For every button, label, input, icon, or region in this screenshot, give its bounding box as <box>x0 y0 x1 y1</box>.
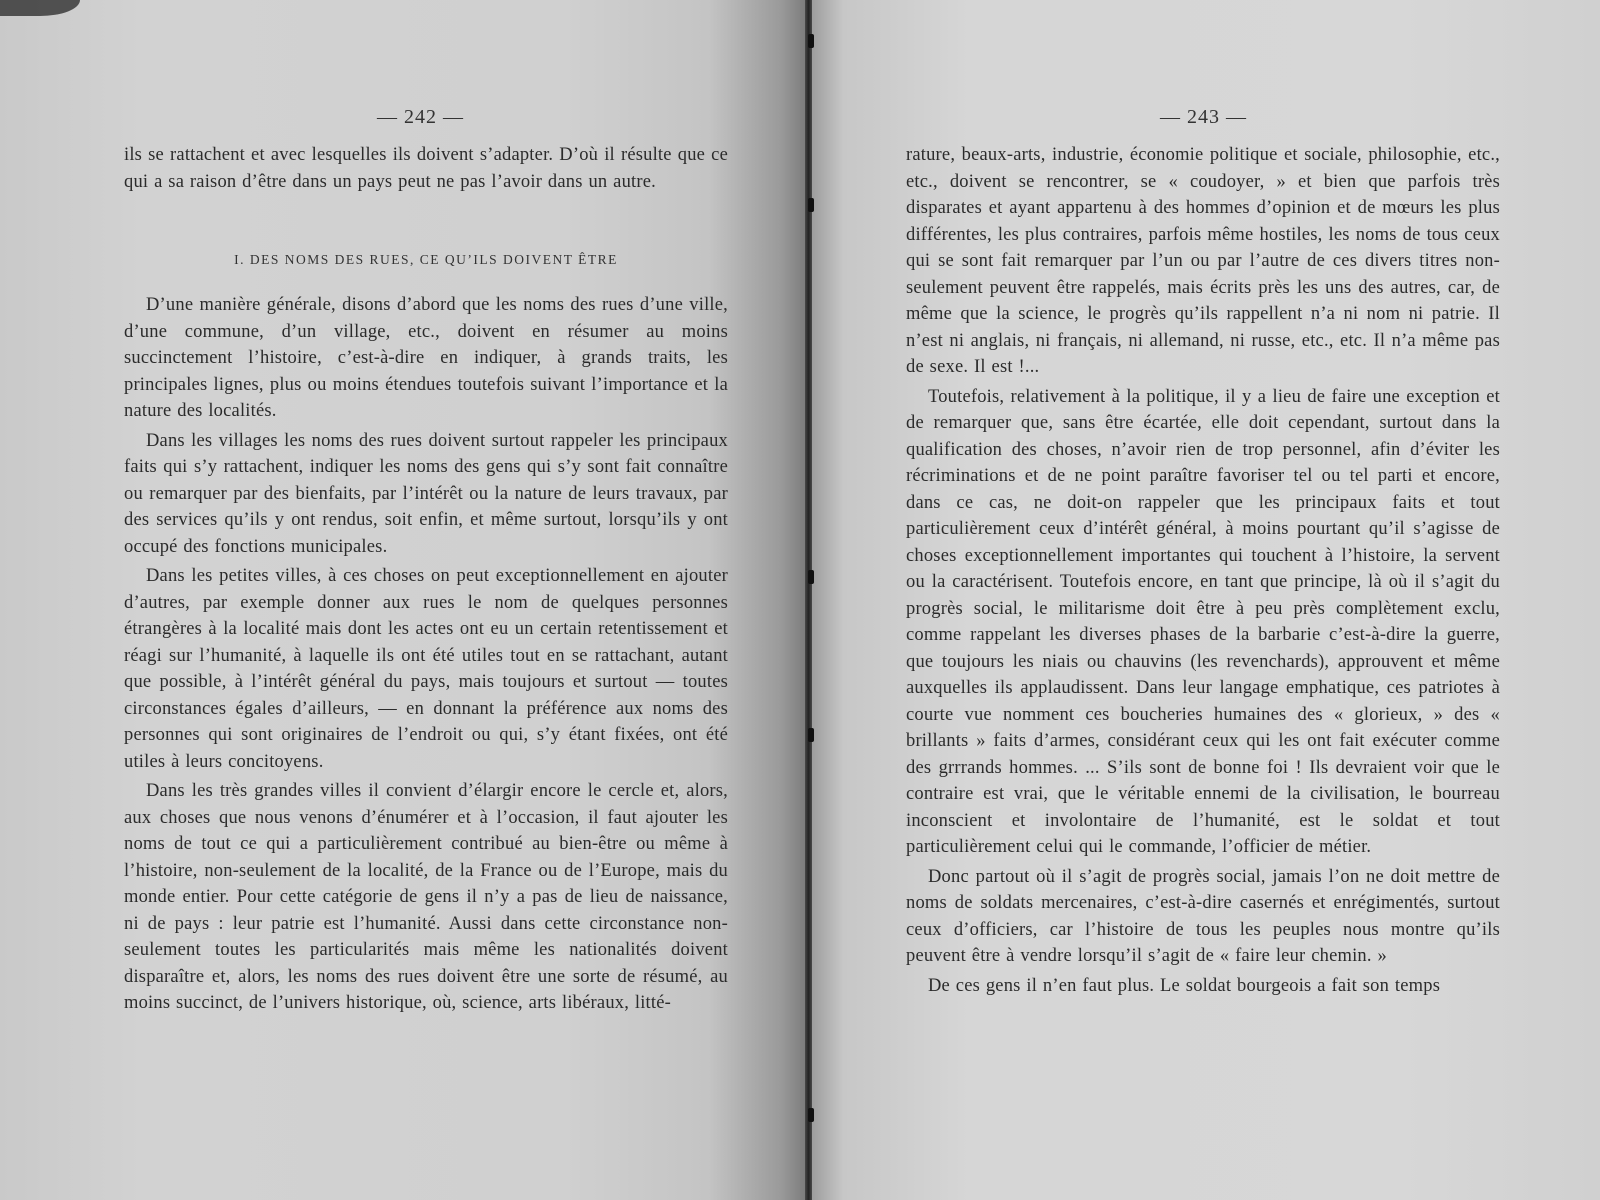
page-number-left: — 242 — <box>377 106 464 128</box>
binding-stitch <box>808 34 814 48</box>
paragraph: Dans les petites villes, à ces choses on peut exceptionnellement en ajouter d’autres, par exemple donner aux rues le nom de quelques personnes étrangères à la localité mais dont les actes ont eu un certain retentissement et réagi sur l’humanité, à laquelle ils ont été utiles tout en se rattachant, autant que possible, à l’intérêt général du pays, mais toujours et surtout — toutes circonstances égales d’ailleurs, — en donnant la préférence aux noms des personnes qui sont originaires de l’endroit ou qui, s’y étant fixées, ont été utiles à leurs concitoyens. <box>124 566 728 772</box>
page-number-right: — 243 — <box>1160 106 1247 128</box>
left-opening-text <box>124 142 728 195</box>
paragraph: Dans les villages les noms des rues doivent surtout rappeler les principaux faits qui s’y rattachent, indiquer les noms des gens qui s’y sont fait connaître ou remarquer par des bienfaits, par l’intérêt ou la nature de leurs travaux, par des services qu’ils y ont rendus, soit enfin, et même surtout, lorsqu’ils y ont occupé des fonctions municipales. <box>124 430 728 557</box>
binding-stitch <box>808 1108 814 1122</box>
right-body-text <box>906 142 1500 999</box>
binding-stitch <box>808 198 814 212</box>
binding-stitch <box>808 570 814 584</box>
section-title: I. DES NOMS DES RUES, CE QU’ILS DOIVENT ÊTRE <box>234 252 618 267</box>
paragraph: Donc partout où il s’agit de progrès social, jamais l’on ne doit mettre de noms de soldats mercenaires, c’est-à-dire casernés et enrégimentés, surtout ceux d’officiers, car l’histoire de tous les peuples nous montre qu’ils peuvent être à vendre lorsqu’il s’agit de « faire leur chemin. » <box>906 866 1500 966</box>
paragraph: De ces gens il n’en faut plus. Le soldat bourgeois a fait son temps <box>928 975 1441 996</box>
paragraph: Dans les très grandes villes il convient d’élargir encore le cercle et, alors, aux choses que nous venons d’énumérer et à l’occasion, il faut ajouter les noms de tout ce qui a particulièrement contribué au bien-être ou même à l’histoire, non-seulement de la localité, de la France ou de l’Europe, mais du monde entier. Pour cette catégorie de gens il n’y a pas de lieu de naissance, ni de pays : leur patrie est l’humanité. Aussi dans cette circonstance non-seulement toutes les particularités mais même les nationalités doivent disparaître et, alors, les noms des rues doivent être une sorte de résumé, au moins succinct, de l’univers historique, où, science, arts libéraux, litté- <box>124 781 728 1013</box>
paragraph: ils se rattachent et avec lesquelles ils doivent s’adapter. D’où il résulte que ce qui a sa raison d’être dans un pays peut ne pas l’avoir dans un autre. <box>124 145 728 192</box>
paragraph: D’une manière générale, disons d’abord que les noms des rues d’une ville, d’une commune, d’un village, etc., doivent en résumer au moins succinctement l’histoire, c’est-à-dire en indiquer, à grands traits, les principales lignes, plus ou moins étendues toutefois suivant l’importance et la nature des localités. <box>124 295 728 421</box>
paragraph: rature, beaux-arts, industrie, économie politique et sociale, philosophie, etc., etc., doivent se rencontrer, se « coudoyer, » et bien que parfois très disparates et ayant appartenu à des hommes d’opinion et de mœurs les plus différentes, les plus contraires, parfois même hostiles, les noms de tous ceux qui se sont fait remarquer par l’un ou par l’autre de ces divers titres non-seulement peuvent être rappelés, mais écrits près les uns des autres, car, de même que la science, le progrès qu’ils rappellent n’a ni nom ni patrie. Il n’est ni anglais, ni français, ni allemand, ni russe, etc., etc. Il n’a même pas de sexe. Il est !... <box>906 145 1500 377</box>
left-body-text <box>124 292 728 1017</box>
book-gutter <box>805 0 812 1200</box>
binding-stitch <box>808 728 814 742</box>
paragraph: Toutefois, relativement à la politique, il y a lieu de faire une exception et de remarquer que, sans être écartée, elle doit cependant, surtout dans la qualification des choses, n’avoir rien de trop personnel, afin d’éviter les récriminations et de ne point paraître favoriser tel ou tel parti et encore, dans ce cas, ne doit-on rappeler que les principaux faits et tout particulièrement ceux d’intérêt général, à moins pourtant qu’il s’agisse de choses exceptionnellement importantes qui touchent à l’histoire, la servent ou la caractérisent. Toutefois encore, en tant que principe, là où il s’agit du progrès social, le militarisme doit être à peu près complètement exclu, comme rappelant les diverses phases de la barbarie c’est-à-dire la guerre, que toujours les niais ou chauvins (les revenchards), approuvent et même auxquelles ils applaudissent. Dans leur langage emphatique, ces patriotes à courte vue nomment ces boucheries humaines des « glorieux, » des « brillants » faits d’armes, considérant ceux qui les ont fait exécuter comme des grrrands hommes. ... S’ils sont de bonne foi ! Ils devraient voir que le contraire est vrai, que le véritable ennemi de la civilisation, le bourreau inconscient et involontaire de l’humanité, est le soldat et tout particulièrement celui qui le commande, l’officier de métier. <box>906 386 1500 857</box>
